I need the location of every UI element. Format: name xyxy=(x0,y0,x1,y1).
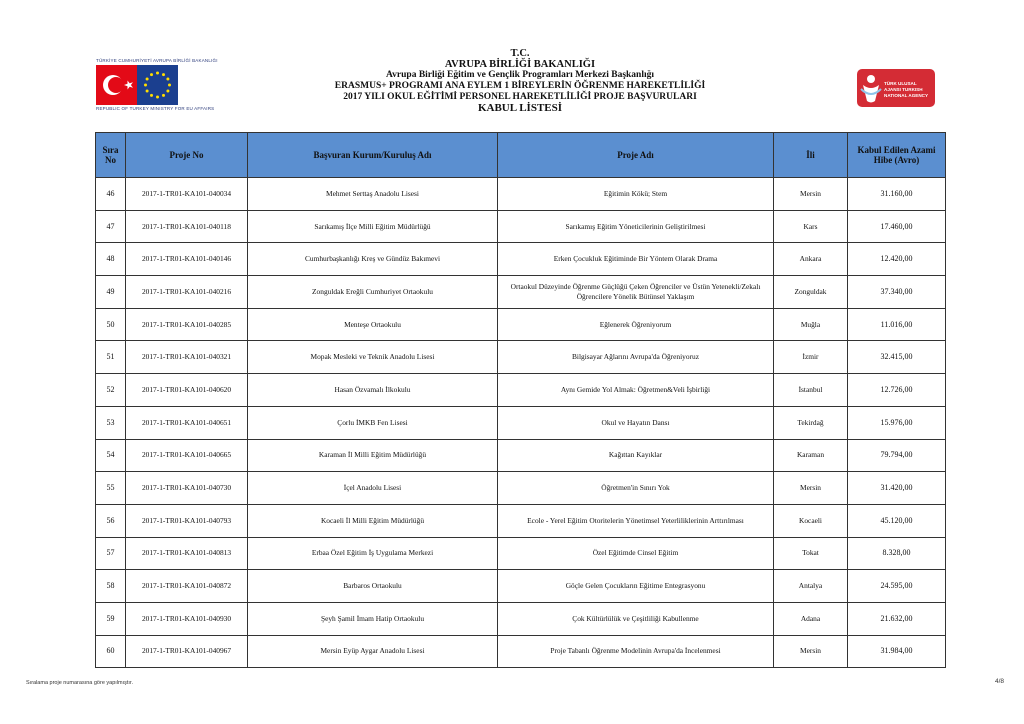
footer-note: Sıralama proje numarasına göre yapılmıştır. xyxy=(26,680,133,686)
cell-hibe: 12.726,00 xyxy=(848,374,946,407)
table-row xyxy=(96,537,946,570)
national-agency-logo xyxy=(857,69,935,107)
cell-sira: 47 xyxy=(96,210,126,243)
cell-kurum: Barbaros Ortaokulu xyxy=(248,570,498,603)
cell-sira: 48 xyxy=(96,243,126,276)
cell-proje-no: 2017-1-TR01-KA101-040146 xyxy=(126,243,248,276)
cell-il: Adana xyxy=(774,602,848,635)
page-title: KABUL LİSTESİ xyxy=(477,102,563,114)
cell-kurum: Mopak Mesleki ve Teknik Anadolu Lisesi xyxy=(248,341,498,374)
cell-sira: 50 xyxy=(96,308,126,341)
cell-proje-adi: Erken Çocukluk Eğitiminde Bir Yöntem Olarak Drama xyxy=(498,243,774,276)
cell-kurum: Çorlu İMKB Fen Lisesi xyxy=(248,406,498,439)
table-row xyxy=(96,276,946,309)
cell-proje-adi: Bilgisayar Ağlarını Avrupa'da Öğreniyoruz xyxy=(498,341,774,374)
table-row xyxy=(96,439,946,472)
cell-proje-no: 2017-1-TR01-KA101-040216 xyxy=(126,276,248,309)
cell-kurum: Şeyh Şamil İmam Hatip Ortaokulu xyxy=(248,602,498,635)
cell-proje-no: 2017-1-TR01-KA101-040034 xyxy=(126,178,248,211)
header-agency: Avrupa Birliği Eğitim ve Gençlik Programları Merkezi Başkanlığı xyxy=(386,70,654,80)
cell-il: Muğla xyxy=(774,308,848,341)
col-header-proje-no: Proje No xyxy=(126,133,248,178)
cell-sira: 58 xyxy=(96,570,126,603)
cell-hibe: 24.595,00 xyxy=(848,570,946,603)
cell-sira: 54 xyxy=(96,439,126,472)
col-header-sira: Sıra No xyxy=(96,133,126,178)
cell-proje-no: 2017-1-TR01-KA101-040665 xyxy=(126,439,248,472)
cell-hibe: 11.016,00 xyxy=(848,308,946,341)
cell-hibe: 32.415,00 xyxy=(848,341,946,374)
cell-hibe: 79.794,00 xyxy=(848,439,946,472)
table-row xyxy=(96,602,946,635)
cell-proje-no: 2017-1-TR01-KA101-040872 xyxy=(126,570,248,603)
header-call: 2017 YILI OKUL EĞİTİMİ PERSONEL HAREKETLİLİĞİ PROJE BAŞVURULARI xyxy=(343,92,697,102)
cell-proje-adi: Göçle Gelen Çocukların Eğitime Entegrasyonu xyxy=(498,570,774,603)
cell-il: Karaman xyxy=(774,439,848,472)
cell-il: Ankara xyxy=(774,243,848,276)
cell-hibe: 12.420,00 xyxy=(848,243,946,276)
cell-proje-adi: Kağıttan Kayıklar xyxy=(498,439,774,472)
cell-kurum: Mehmet Serttaş Anadolu Lisesi xyxy=(248,178,498,211)
col-header-proje-adi: Proje Adı xyxy=(498,133,774,178)
table-row xyxy=(96,635,946,668)
cell-il: Mersin xyxy=(774,635,848,668)
page-number: 4/8 xyxy=(995,678,1005,685)
table-row xyxy=(96,374,946,407)
table-row xyxy=(96,308,946,341)
cell-sira: 56 xyxy=(96,504,126,537)
cell-sira: 55 xyxy=(96,472,126,505)
cell-hibe: 15.976,00 xyxy=(848,406,946,439)
cell-proje-adi: Eğitimin Kökü; Stem xyxy=(498,178,774,211)
col-header-hibe: Kabul Edilen Azami Hibe (Avro) xyxy=(848,133,946,178)
logo-bottom-text: REPUBLIC OF TURKEY MINISTRY FOR EU AFFAIRS xyxy=(96,106,215,111)
cell-sira: 59 xyxy=(96,602,126,635)
cell-sira: 57 xyxy=(96,537,126,570)
cell-proje-adi: Özel Eğitimde Cinsel Eğitim xyxy=(498,537,774,570)
table-row xyxy=(96,243,946,276)
cell-kurum: Karaman İl Milli Eğitim Müdürlüğü xyxy=(248,439,498,472)
table-row xyxy=(96,504,946,537)
cell-il: İzmir xyxy=(774,341,848,374)
header-ministry: AVRUPA BİRLİĞİ BAKANLIĞI xyxy=(444,59,596,70)
cell-hibe: 31.420,00 xyxy=(848,472,946,505)
cell-proje-adi: Ecole - Yerel Eğitim Otoritelerin Yönetimsel Yeterliliklerinin Arttırılması xyxy=(498,504,774,537)
cell-il: Tokat xyxy=(774,537,848,570)
cell-sira: 49 xyxy=(96,276,126,309)
cell-proje-no: 2017-1-TR01-KA101-040730 xyxy=(126,472,248,505)
national-agency-text: TÜRK ULUSAL AJANSI TURKISH NATIONAL AGENCY xyxy=(884,81,929,98)
cell-hibe: 31.160,00 xyxy=(848,178,946,211)
cell-il: Tekirdağ xyxy=(774,406,848,439)
cell-proje-no: 2017-1-TR01-KA101-040930 xyxy=(126,602,248,635)
cell-proje-no: 2017-1-TR01-KA101-040118 xyxy=(126,210,248,243)
acceptance-table xyxy=(95,132,946,668)
cell-kurum: Cumhurbaşkanlığı Kreş ve Gündüz Bakımevi xyxy=(248,243,498,276)
cell-proje-adi: Eğlenerek Öğreniyorum xyxy=(498,308,774,341)
cell-sira: 52 xyxy=(96,374,126,407)
table-row xyxy=(96,570,946,603)
cell-kurum: Sarıkamış İlçe Milli Eğitim Müdürlüğü xyxy=(248,210,498,243)
cell-sira: 60 xyxy=(96,635,126,668)
col-header-il: İli xyxy=(774,133,848,178)
cell-proje-no: 2017-1-TR01-KA101-040285 xyxy=(126,308,248,341)
cell-proje-adi: Öğretmen'in Sınırı Yok xyxy=(498,472,774,505)
cell-il: Kars xyxy=(774,210,848,243)
cell-il: İstanbul xyxy=(774,374,848,407)
turkey-eu-flag-icon xyxy=(96,65,178,105)
cell-kurum: Erbaa Özel Eğitim İş Uygulama Merkezi xyxy=(248,537,498,570)
header-program: ERASMUS+ PROGRAMI ANA EYLEM 1 BİREYLERİN ÖĞRENME HAREKETLİLİĞİ xyxy=(334,81,706,91)
cell-sira: 51 xyxy=(96,341,126,374)
cell-kurum: Menteşe Ortaokulu xyxy=(248,308,498,341)
cell-proje-no: 2017-1-TR01-KA101-040620 xyxy=(126,374,248,407)
cell-kurum: Hasan Özvamalı İlkokulu xyxy=(248,374,498,407)
cell-hibe: 17.460,00 xyxy=(848,210,946,243)
cell-kurum: Zonguldak Ereğli Cumhuriyet Ortaokulu xyxy=(248,276,498,309)
cell-hibe: 45.120,00 xyxy=(848,504,946,537)
cell-proje-adi: Okul ve Hayatın Dansı xyxy=(498,406,774,439)
col-header-kurum: Başvuran Kurum/Kuruluş Adı xyxy=(248,133,498,178)
cell-kurum: Mersin Eyüp Aygar Anadolu Lisesi xyxy=(248,635,498,668)
cell-hibe: 37.340,00 xyxy=(848,276,946,309)
cell-proje-no: 2017-1-TR01-KA101-040813 xyxy=(126,537,248,570)
cell-proje-adi: Sarıkamış Eğitim Yöneticilerinin Geliştirilmesi xyxy=(498,210,774,243)
cell-il: Antalya xyxy=(774,570,848,603)
table-row xyxy=(96,341,946,374)
cell-sira: 53 xyxy=(96,406,126,439)
table-row xyxy=(96,406,946,439)
cell-proje-adi: Proje Tabanlı Öğrenme Modelinin Avrupa'da İncelenmesi xyxy=(498,635,774,668)
table-row xyxy=(96,210,946,243)
cell-il: Kocaeli xyxy=(774,504,848,537)
cell-hibe: 31.984,00 xyxy=(848,635,946,668)
ministry-logo xyxy=(96,58,218,112)
table-row xyxy=(96,178,946,211)
cell-proje-adi: Ortaokul Düzeyinde Öğrenme Güçlüğü Çeken Öğrenciler ve Üstün Yetenekli/Zekalı Öğrencilere Yönelik Bütünsel Yaklaşım xyxy=(498,276,774,309)
table-header-row xyxy=(96,133,946,178)
cell-proje-no: 2017-1-TR01-KA101-040651 xyxy=(126,406,248,439)
cell-proje-no: 2017-1-TR01-KA101-040967 xyxy=(126,635,248,668)
cell-kurum: Kocaeli İl Milli Eğitim Müdürlüğü xyxy=(248,504,498,537)
logo-top-text: TÜRKİYE CUMHURİYETİ AVRUPA BİRLİĞİ BAKANLIĞI xyxy=(96,58,218,63)
cell-proje-adi: Çok Kültürlülük ve Çeşitliliği Kabullenme xyxy=(498,602,774,635)
cell-hibe: 8.328,00 xyxy=(848,537,946,570)
table-row xyxy=(96,472,946,505)
cell-proje-no: 2017-1-TR01-KA101-040321 xyxy=(126,341,248,374)
cell-kurum: İçel Anadolu Lisesi xyxy=(248,472,498,505)
cell-sira: 46 xyxy=(96,178,126,211)
cell-proje-adi: Aynı Gemide Yol Almak: Öğretmen&Veli İşbirliği xyxy=(498,374,774,407)
header-tc: T.C. xyxy=(510,48,530,59)
cell-il: Zonguldak xyxy=(774,276,848,309)
cell-il: Mersin xyxy=(774,178,848,211)
cell-hibe: 21.632,00 xyxy=(848,602,946,635)
cell-proje-no: 2017-1-TR01-KA101-040793 xyxy=(126,504,248,537)
cell-il: Mersin xyxy=(774,472,848,505)
